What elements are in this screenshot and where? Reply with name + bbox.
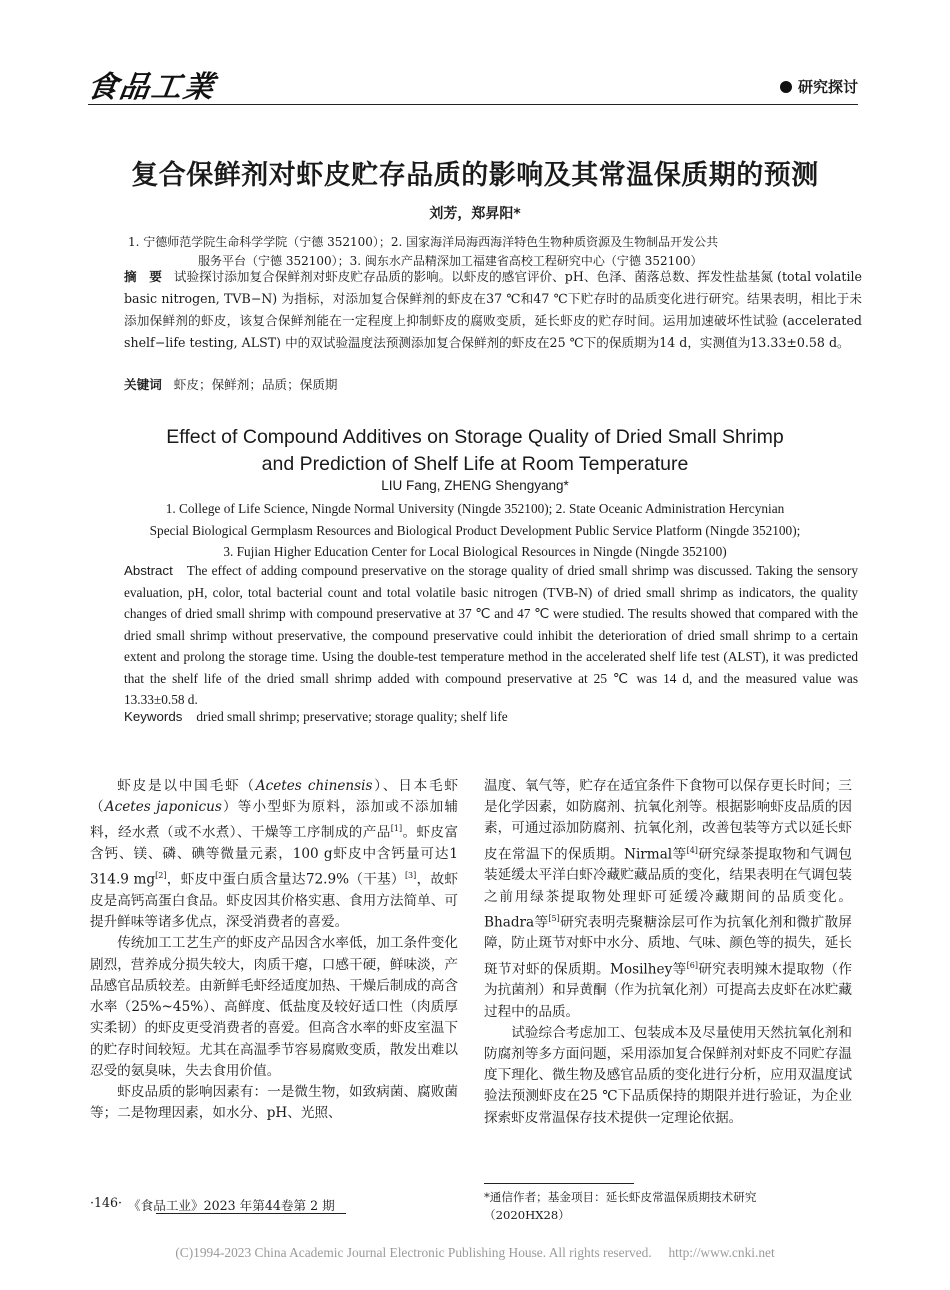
body-column-left [90,776,458,1124]
body-paragraph: 虾皮是以中国毛虾（Acetes chinensis）、日本毛虾（Acetes japonicus）等小型虾为原料，添加或不添加辅料，经水煮（或不水煮）、干燥等工序制成的产品[1]。虾皮富含钙、镁、磷、碘等微量元素，100 g虾皮中含钙量可达1 314.9 mg[2]，虾皮中蛋白质含量达72.9%（干基）[3]，故虾皮是高钙高蛋白食品。虾皮因其价格实惠、食用方法简单、可提升鲜味等诸多优点，深受消费者的喜爱。 [90,778,459,931]
copyright-notice: (C)1994-2023 China Academic Journal Electronic Publishing House. All rights reserved. http://www.cnki.net [175,1245,775,1260]
page-footer [90,1195,335,1214]
citation-ref: [4] [686,845,698,855]
authors-cn: 刘芳，郑昇阳* [429,206,521,222]
authors-en: LIU Fang, ZHENG Shengyang* [381,478,569,493]
footnote-line1: *通信作者；基金项目：延长虾皮常温保质期技术研究 [484,1190,757,1204]
species-name: Acetes chinensis [255,778,373,794]
abstract-en-label: Abstract [124,563,173,578]
citation-ref: [3] [404,871,417,881]
abstract-cn-label: 摘 要 [124,269,162,284]
keywords-cn-text: 虾皮；保鲜剂；品质；保质期 [173,377,338,392]
title-en-line1: Effect of Compound Additives on Storage Quality of Dried Small Shrimp [166,426,784,448]
section-tag [780,76,858,97]
abstract-en [124,560,858,711]
keywords-cn [124,374,862,393]
affiliations-en [100,498,850,563]
abstract-cn-text: 试验探讨添加复合保鲜剂对虾皮贮存品质的影响。以虾皮的感官评价、pH、色泽、菌落总数、挥发性盐基氮 (total volatile basic nitrogen, TVB−N) 为指标，对添加复合保鲜剂的虾皮在37 ℃和47 ℃下贮存时的品质变化进行研究。结果表明，相比于未添加保鲜剂的虾皮，该复合保鲜剂能在一定程度上抑制虾皮的腐败变质，延长虾皮的贮存时间。运用加速破坏性试验 (accelerated shelf−life testing, ALST) 中的双试验温度法预测添加复合保鲜剂的虾皮在25 ℃下的保质期为14 d，实测值为13.33±0.58 d。 [124,269,863,350]
footnote [484,1188,856,1224]
body-paragraph: 温度、氧气等，贮存在适宜条件下食物可以保存更长时间；三是化学因素，如防腐剂、抗氧化剂等。根据影响虾皮品质的因素，可通过添加防腐剂、抗氧化剂，改善包装等方式以延长虾皮在常温下的保质期。Nirmal等[4]研究绿茶提取物和气调包装延缓太平洋白虾冷藏贮藏品质的变化，结果表明在气调包装之前用绿茶提取物处理虾可延缓冷藏期间的品质变化。Bhadra等[5]研究表明壳聚糖涂层可作为抗氧化剂和微扩散屏障，防止斑节对虾中水分、质地、气味、颜色等的损失，延长斑节对虾的保质期。Mosilhey等[6]研究表明辣木提取物（作为抗菌剂）和异黄酮（作为抗氧化剂）可提高去皮虾在冰贮藏过程中的品质。 [484,778,853,1020]
keywords-en [124,709,858,725]
header-rule [88,104,858,105]
abstract-cn [124,266,862,354]
keywords-en-label: Keywords [124,709,183,724]
page-number: ·146· [90,1195,123,1210]
bullet-dot-icon [780,81,792,93]
title-en-line2: and Prediction of Shelf Life at Room Temperature [261,453,689,475]
page-title-en [0,424,950,478]
affiliation-cn-line2: 服务平台（宁德 352100）；3. 闽东水产品精深加工福建省高校工程研究中心（宁德 352100） [198,254,703,268]
keywords-en-text: dried small shrimp; preservative; storage quality; shelf life [196,709,508,724]
affiliation-cn-line1: 1. 宁德师范学院生命科学学院（宁德 352100）；2. 国家海洋局海西海洋特色生物种质资源及生物制品开发公共 [128,235,719,249]
journal-logo: 食品工業 [85,70,218,105]
footer-rule [156,1213,346,1214]
keywords-cn-label: 关键词 [124,377,162,392]
affiliation-en-line3: 3. Fujian Higher Education Center for Local Biological Resources in Ningde (Ningde 352100) [223,544,727,559]
page-title-cn: 复合保鲜剂对虾皮贮存品质的影响及其常温保质期的预测 [131,160,819,191]
abstract-en-text: The effect of adding compound preservative on the storage quality of dried small shrimp was discussed. Taking the sensory evaluation, pH, color, total bacterial count and total volatile basic nitrogen (TVB-N) of dried small shrimp as indicators, the quality changes of dried small shrimp with compound preservative at 37 ℃ and 47 ℃ were studied. The results showed that compared with the dried small shrimp without preservative, the compound preservative could inhibit the deterioration of dried small shrimp to a certain extent and prolong the storage time. Using the double-test temperature method in the accelerated shelf life test (ALST), it was predicted that the shelf life of the dried small shrimp added with compound preservative at 25 ℃ was 14 d, and the measured value was 13.33±0.58 d. [124,563,858,707]
footnote-line2: （2020HX28） [484,1208,570,1222]
citation-ref: [2] [155,871,167,881]
body-paragraph: 虾皮品质的影响因素有：一是微生物，如致病菌、腐败菌等；二是物理因素，如水分、pH、光照、 [90,1083,458,1122]
citation-ref: [1] [390,824,403,834]
body-column-right [484,776,852,1129]
affiliation-en-line2: Special Biological Germplasm Resources and Biological Product Development Public Service Platform (Ningde 352100); [149,522,801,538]
body-paragraph: 传统加工工艺生产的虾皮产品因含水率低，加工条件变化剧烈，营养成分损失较大，肉质干瘪，口感干硬，鲜味淡，产品感官品质较差。由新鲜毛虾经适度加热、干燥后制成的高含水率（25%~45%）、高鲜度、低盐度及较好适口性（肉质厚实柔韧）的虾皮更受消费者的喜爱。但高含水率的虾皮室温下的贮存时间较短。尤其在高温季节容易腐败变质，散发出难以忍受的氨臭味，失去食用价值。 [90,935,458,1079]
species-name: Acetes japonicus [104,799,222,816]
footnote-rule [484,1183,634,1184]
body-paragraph: 试验综合考虑加工、包装成本及尽量使用天然抗氧化剂和防腐剂等多方面问题，采用添加复合保鲜剂对虾皮不同贮存温度下理化、微生物及感官品质的变化进行分析，应用双温度试验法预测虾皮在25 ℃下品质保持的期限并进行验证，为企业探索虾皮常温保存技术提供一定理论依据。 [484,1024,852,1126]
section-tag-label: 研究探讨 [797,78,858,96]
citation-ref: [5] [548,913,560,923]
journal-citation: 《食品工业》2023 年第44卷第 2 期 [128,1198,335,1213]
affiliation-en-line1: 1. College of Life Science, Ningde Normal University (Ningde 352100); 2. State Oceanic Administration Hercynian [165,501,785,516]
citation-ref: [6] [686,960,698,970]
